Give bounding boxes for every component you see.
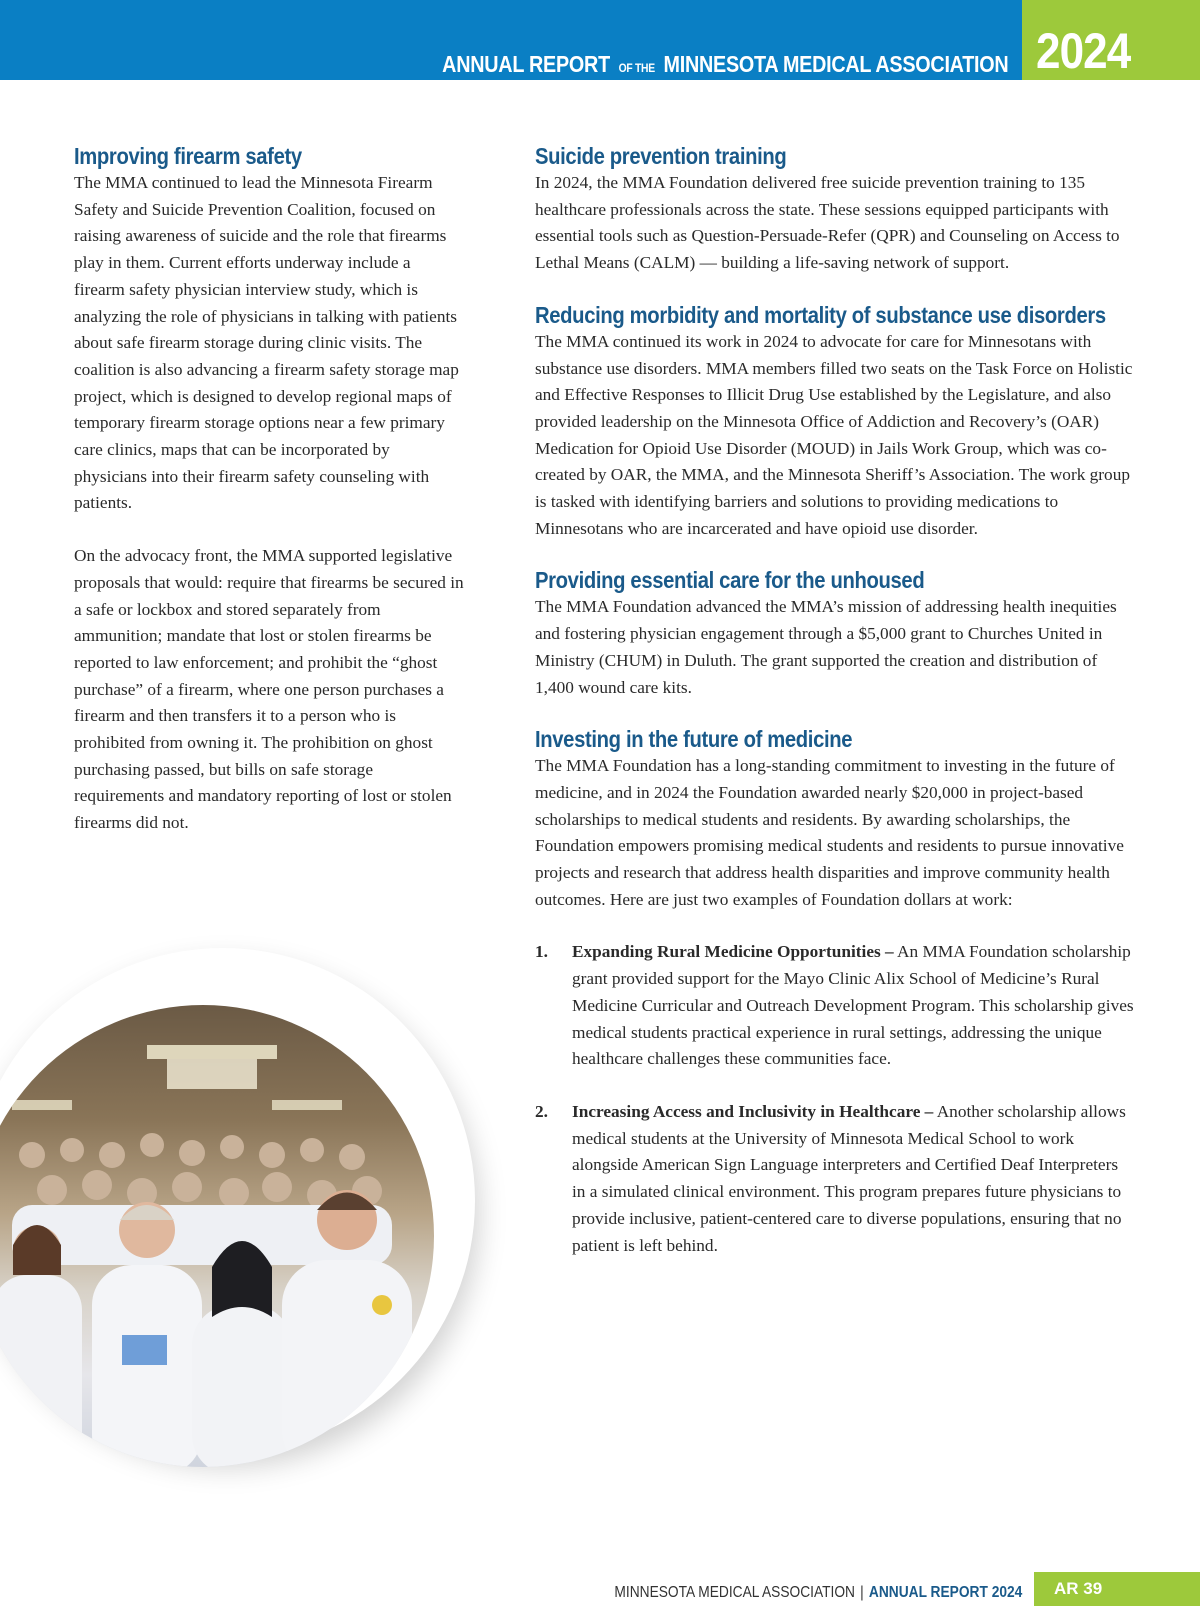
list-item-title: Expanding Rural Medicine Opportunities – xyxy=(572,942,894,962)
report-title xyxy=(442,51,1008,78)
page-number: AR 39 xyxy=(1054,1579,1103,1598)
page-number-box xyxy=(1034,1572,1200,1606)
list-item xyxy=(535,939,1135,1073)
future-of-medicine-paragraph: The MMA Foundation has a long-standing commitment to investing in the future of medicine, and in 2024 the Foundation awarded nearly $20,000 in project-based scholarships to medical students and residents. By awarding scholarships, the Foundation empowers promising medical students and residents to pursue innovative projects and research that address health disparities and improve community health outcomes. Here are just two examples of Foundation dollars at work: xyxy=(535,756,1124,909)
footer-report: ANNUAL REPORT 2024 xyxy=(868,1584,1022,1601)
list-item-number: 2. xyxy=(535,1101,548,1121)
heading-suicide-prevention: Suicide prevention training xyxy=(535,143,787,169)
report-title-part2: MINNESOTA MEDICAL ASSOCIATION xyxy=(663,51,1008,77)
year-box xyxy=(1022,0,1200,80)
substance-use-paragraph: The MMA continued its work in 2024 to advocate for care for Minnesotans with substance use disorders. MMA members filled two seats on the Task Force on Holistic and Effective Responses to Illicit Drug Use established by the Legislature, and also provided leadership on the Minnesota Office of Addiction and Recovery’s (OAR) Medication for Opioid Use Disorder (MOUD) in Jails Work Group, which was co-created by OAR, the MMA, and the Minnesota Sheriff’s Association. The work group is tasked with identifying barriers and solutions to providing medications to Minnesotans who are incarcerated and have opioid use disorder. xyxy=(535,331,1133,538)
left-column xyxy=(74,142,464,837)
list-item-title: Increasing Access and Inclusivity in Healthcare – xyxy=(572,1101,934,1121)
list-item-text: An MMA Foundation scholarship grant provided support for the Mayo Clinic Alix School of Medicine’s Rural Medicine Curricular and Outreach Development Program. This scholarship gives medical students practical experience in rural settings, addressing the unique healthcare challenges these communities face. xyxy=(572,942,1134,1069)
list-item xyxy=(535,1099,1135,1259)
suicide-prevention-paragraph: In 2024, the MMA Foundation delivered free suicide prevention training to 135 healthcare professionals across the state. These sessions equipped participants with essential tools such as Question-Persuade-Refer (QPR) and Counseling on Access to Lethal Means (CALM) — building a life-saving network of support. xyxy=(535,173,1120,273)
heading-future-of-medicine: Investing in the future of medicine xyxy=(535,726,853,753)
list-item-text: Another scholarship allows medical students at the University of Minnesota Medical School to work alongside American Sign Language interpreters and Certified Deaf Interpreters in a simulated clinical environment. This program prepares future physicians to provide inclusive, patient-centered care to diverse populations, ensuring that no patient is left behind. xyxy=(572,1101,1126,1255)
heading-unhoused-care: Providing essential care for the unhoused xyxy=(535,567,925,594)
examples-list xyxy=(535,939,1135,1259)
footer-separator: | xyxy=(859,1584,864,1601)
unhoused-care-paragraph: The MMA Foundation advanced the MMA’s mission of addressing health inequities and fostering physician engagement through a $5,000 grant to Churches United in Ministry (CHUM) in Duluth. The grant supported the creation and distribution of 1,400 wound care kits. xyxy=(535,597,1117,697)
firearm-safety-paragraph-1: The MMA continued to lead the Minnesota Firearm Safety and Suicide Prevention Coalition, focused on raising awareness of suicide and the role that firearms play in them. Current efforts underway include a firearm safety physician interview study, which is analyzing the role of physicians in talking with patients about safe firearm storage during clinic visits. The coalition is also advancing a firearm safety storage map project, which is designed to develop regional maps of temporary firearm storage options near a few primary care clinics, maps that can be incorporated by physicians into their firearm safety counseling with patients. xyxy=(74,173,459,513)
footer-org: MINNESOTA MEDICAL ASSOCIATION xyxy=(614,1584,855,1601)
report-year: 2024 xyxy=(1036,23,1131,79)
heading-substance-use: Reducing morbidity and mortality of substance use disorders xyxy=(535,301,1106,328)
heading-firearm-safety: Improving firearm safety xyxy=(74,143,302,169)
footer-label xyxy=(614,1584,1022,1602)
header-bar xyxy=(0,0,1022,80)
list-item-number: 1. xyxy=(535,942,548,962)
report-title-small: OF THE xyxy=(618,61,655,75)
firearm-safety-paragraph-2: On the advocacy front, the MMA supported legislative proposals that would: require that firearms be secured in a safe or lockbox and stored separately from ammunition; mandate that lost or stolen firearms be reported to law enforcement; and prohibit the “ghost purchase” of a firearm, where one person purchases a firearm and then transfers it to a person who is prohibited from owning it. The prohibition on ghost purchasing passed, but bills on safe storage requirements and mandatory reporting of lost or stolen firearms did not. xyxy=(74,546,464,833)
report-title-part1: ANNUAL REPORT xyxy=(441,51,610,77)
right-column xyxy=(535,142,1135,1259)
